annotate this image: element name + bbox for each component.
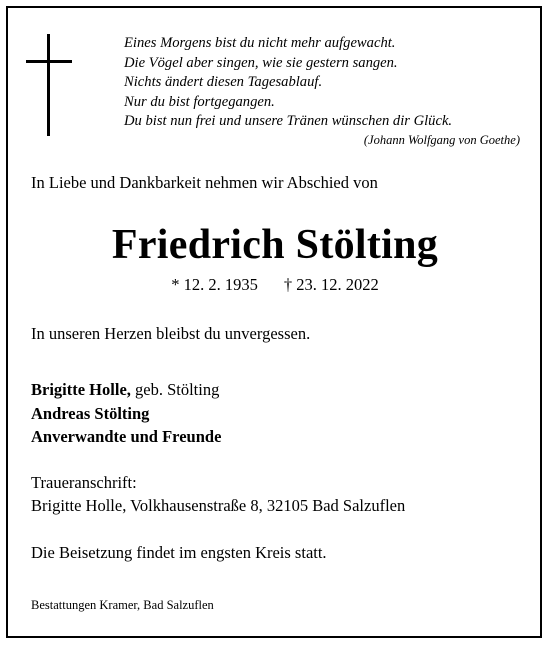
intro-text: In Liebe und Dankbarkeit nehmen wir Abschied von	[31, 173, 378, 192]
poem-line: Nur du bist fortgegangen.	[124, 93, 275, 110]
mourner-1-name: Brigitte Holle,	[31, 380, 131, 399]
birth-date: * 12. 2. 1935	[171, 275, 258, 294]
address-value: Brigitte Holle, Volkhausenstraße 8, 32105 Bad Salzuflen	[31, 495, 406, 515]
poem-line: Eines Morgens bist du nicht mehr aufgewacht.	[124, 35, 396, 51]
mourner-1-suffix: geb. Stölting	[130, 380, 220, 399]
undertaker: Bestattungen Kramer, Bad Salzuflen	[31, 598, 214, 612]
address-label: Traueranschrift:	[31, 473, 137, 492]
memory-text: In unseren Herzen bleibst du unvergessen.	[31, 324, 311, 343]
deceased-name: Friedrich Stölting	[111, 222, 439, 268]
mourning-address	[31, 472, 405, 517]
mourners-list	[31, 378, 221, 449]
poem-author: (Johann Wolfgang von Goethe)	[363, 132, 520, 147]
mourner-2: Andreas Stölting	[31, 403, 150, 423]
poem	[124, 34, 524, 149]
mourner-1	[31, 378, 221, 402]
funeral-note: Die Beisetzung findet im engsten Kreis statt.	[31, 543, 327, 562]
cross-icon	[26, 34, 72, 136]
poem-line: Die Vögel aber singen, wie sie gestern sangen.	[124, 54, 398, 71]
poem-line: Du bist nun frei und unsere Tränen wünschen dir Glück.	[124, 113, 453, 130]
life-dates	[0, 275, 550, 295]
mourner-3: Anverwandte und Freunde	[31, 427, 222, 446]
death-date: † 23. 12. 2022	[283, 275, 379, 294]
poem-line: Nichts ändert diesen Tagesablauf.	[124, 74, 323, 91]
